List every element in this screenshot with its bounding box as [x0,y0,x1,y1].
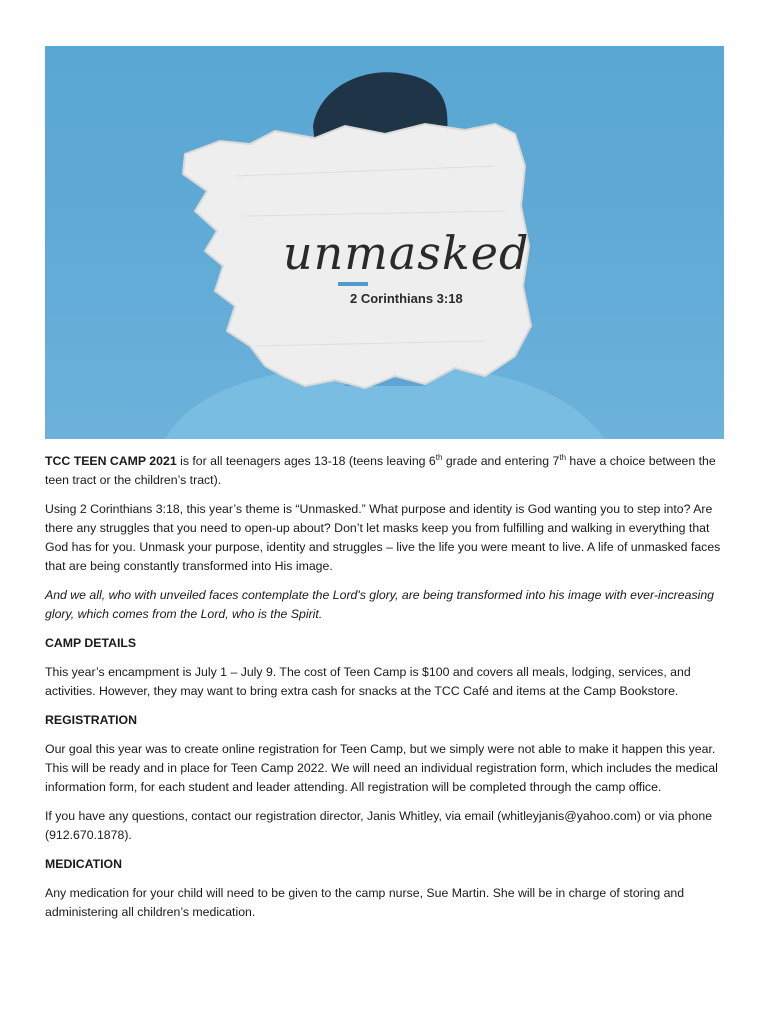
registration-heading: REGISTRATION [45,713,137,727]
camp-details-heading: CAMP DETAILS [45,636,137,650]
banner-scripture-reference: 2 Corinthians 3:18 [350,291,463,306]
registration-contact: If you have any questions, contact our registration director, Janis Whitley, via email (whitleyjanis@yahoo.com) or via phone (912.670.1878). [45,809,713,842]
banner-accent-bar [338,282,368,286]
intro-text-b: grade and entering 7 [442,454,560,468]
medication-text: Any medication for your child will need to be given to the camp nurse, Sue Martin. She will be in charge of storing and administering all children’s medication. [45,886,685,919]
intro-sup-a: th [435,452,443,462]
theme-paragraph: Using 2 Corinthians 3:18, this year’s theme is “Unmasked.” What purpose and identity is God wanting you to step into? Are there any struggles that you need to open-up about? Don’t let masks keep you from fulfilling and walking in everything that God has for you. Unmask your purpose, identity and struggles – live the life you were meant to live. A life of unmasked faces that are being constantly transformed into His image. [45,502,721,573]
scripture-quote: And we all, who with unveiled faces contemplate the Lord's glory, are being transformed into his image with ever-increasing glory, which comes from the Lord, who is the Spirit. [45,588,715,621]
registration-text: Our goal this year was to create online registration for Teen Camp, but we simply were not able to make it happen this year. This will be ready and in place for Teen Camp 2022. We will need an individual registration form, which includes the medical information form, for each student and leader attending. All registration will be completed through the camp office. [45,742,718,794]
banner-image [45,46,724,439]
medication-heading: MEDICATION [45,857,122,871]
intro-sup-b: th [559,452,567,462]
intro-text-a: is for all teenagers ages 13-18 (teens leaving 6 [176,454,436,468]
document-body [45,452,725,932]
camp-details-text: This year’s encampment is July 1 – July 9. The cost of Teen Camp is $100 and covers all meals, lodging, services, and activities. However, they may want to bring extra cash for snacks at the TCC Café and items at the Camp Bookstore. [45,665,691,698]
intro-text-c: have a choice between the teen tract or the children’s tract). [45,454,716,487]
intro-lead: TCC TEEN CAMP 2021 [45,454,177,468]
intro-paragraph [45,452,725,490]
banner-title: unmasked [283,226,530,280]
